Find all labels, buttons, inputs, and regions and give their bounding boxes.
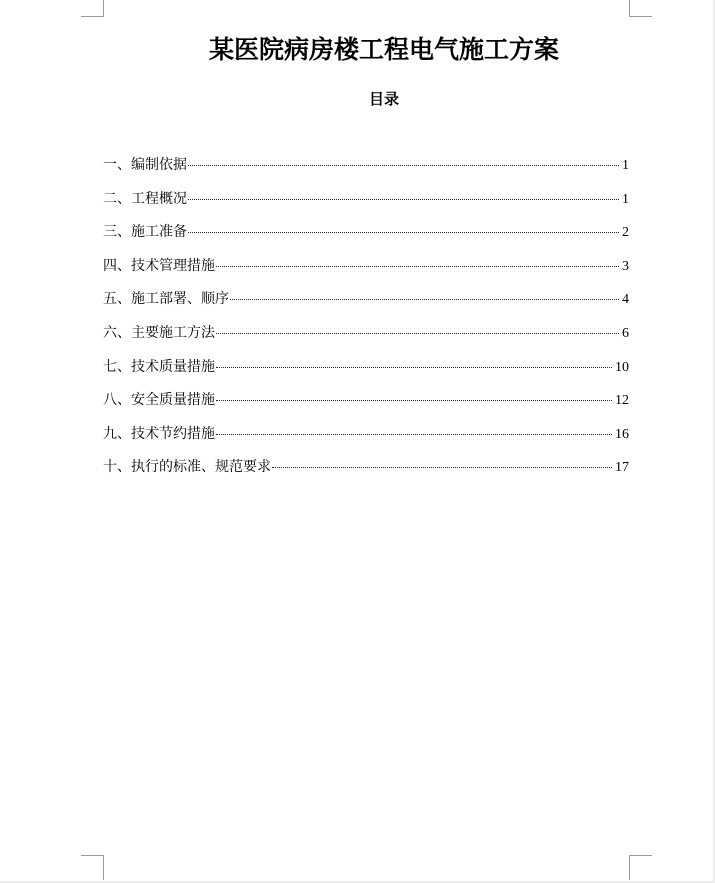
toc-entry[interactable] — [103, 423, 629, 457]
top-right-margin-marker — [629, 0, 652, 17]
toc-dot-leader — [216, 367, 612, 368]
document-title: 某医院病房楼工程电气施工方案 — [208, 35, 559, 64]
toc-entry-label: 六、主要施工方法 — [103, 324, 215, 341]
toc-heading: 目录 — [368, 90, 399, 108]
top-left-margin-marker — [81, 0, 104, 17]
toc-dot-leader — [272, 467, 612, 468]
toc-dot-leader — [188, 232, 619, 233]
toc-entry[interactable] — [103, 288, 629, 322]
toc-entry-label: 八、安全质量措施 — [103, 392, 215, 409]
toc-dot-leader — [188, 199, 619, 200]
toc-dot-leader — [216, 266, 619, 267]
toc-entry-label: 四、技术管理措施 — [103, 257, 215, 274]
toc-entry[interactable] — [103, 322, 629, 356]
toc-entry[interactable] — [103, 188, 629, 222]
toc-entry-page-number: 6 — [622, 325, 629, 341]
toc-entry-page-number: 1 — [622, 158, 629, 173]
toc-entry[interactable] — [103, 389, 629, 423]
bottom-left-margin-marker — [81, 855, 104, 880]
toc-entry-label: 二、工程概况 — [103, 190, 187, 207]
toc-entry[interactable] — [103, 154, 629, 188]
toc-entry[interactable] — [103, 255, 629, 289]
bottom-right-margin-marker — [629, 855, 652, 880]
toc-entry-page-number: 17 — [615, 460, 629, 476]
toc-entry-label: 九、技术节约措施 — [103, 425, 215, 442]
toc-entry-label: 十、执行的标准、规范要求 — [103, 459, 271, 476]
toc-dot-leader — [216, 400, 612, 401]
table-of-contents — [103, 154, 629, 490]
toc-entry-page-number: 12 — [615, 393, 629, 409]
toc-dot-leader — [216, 434, 612, 435]
toc-dot-leader — [230, 299, 619, 300]
toc-entry-label: 五、施工部署、顺序 — [103, 291, 229, 308]
toc-entry-label: 一、编制依据 — [103, 157, 187, 173]
toc-dot-leader — [216, 333, 619, 334]
toc-entry[interactable] — [103, 356, 629, 390]
toc-entry-label: 三、施工准备 — [103, 224, 187, 241]
toc-dot-leader — [188, 165, 619, 166]
toc-entry-page-number: 1 — [622, 191, 629, 207]
toc-entry-page-number: 16 — [615, 426, 629, 442]
toc-entry[interactable] — [103, 221, 629, 255]
toc-entry-page-number: 4 — [622, 292, 629, 308]
toc-entry-label: 七、技术质量措施 — [103, 358, 215, 375]
toc-entry[interactable] — [103, 456, 629, 490]
toc-entry-page-number: 3 — [622, 258, 629, 274]
toc-entry-page-number: 2 — [622, 225, 629, 241]
toc-entry-page-number: 10 — [615, 359, 629, 375]
